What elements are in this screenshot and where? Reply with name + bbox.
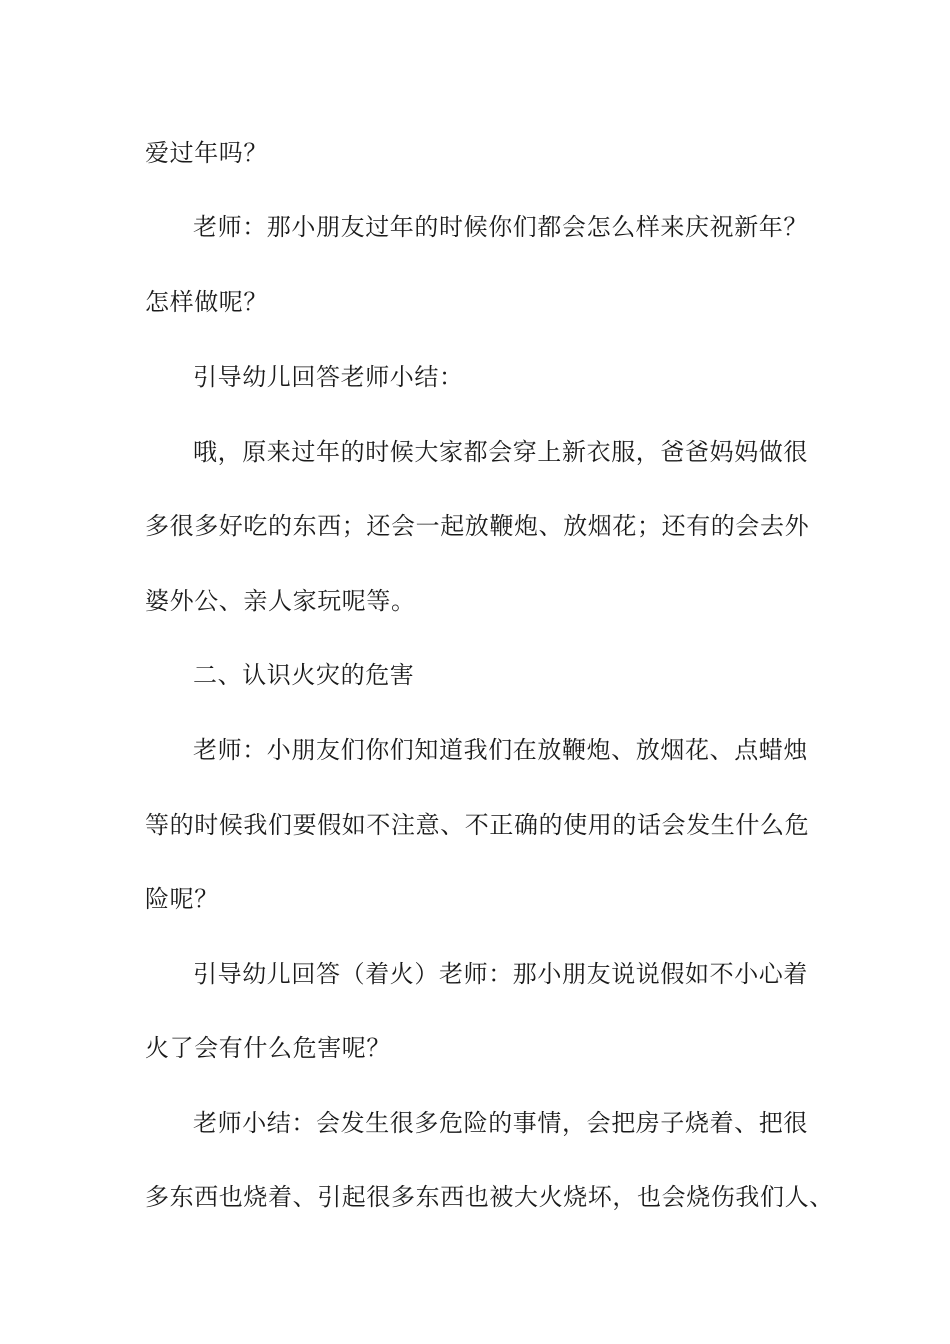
- section-heading: 二、认识火灾的危害: [193, 661, 415, 689]
- text-line: 怎样做呢？: [145, 288, 268, 316]
- text-line: 老师小结：会发生很多危险的事情，会把房子烧着、把很: [193, 1109, 808, 1137]
- text-line: 哦，原来过年的时候大家都会穿上新衣服，爸爸妈妈做很: [193, 438, 808, 466]
- text-line: 引导幼儿回答老师小结：: [193, 363, 464, 391]
- text-line: 婆外公、亲人家玩呢等。: [145, 587, 416, 615]
- text-line: 等的时候我们要假如不注意、不正确的使用的话会发生什么危: [145, 811, 810, 839]
- text-line: 险呢？: [145, 885, 219, 913]
- text-line: 引导幼儿回答（着火）老师：那小朋友说说假如不小心着: [193, 960, 808, 988]
- text-line: 多很多好吃的东西；还会一起放鞭炮、放烟花；还有的会去外: [145, 512, 810, 540]
- text-line: 火了会有什么危害呢？: [145, 1034, 391, 1062]
- text-line: 爱过年吗？: [145, 139, 268, 167]
- text-line: 多东西也烧着、引起很多东西也被大火烧坏，也会烧伤我们人、: [145, 1183, 834, 1211]
- text-line: 老师：那小朋友过年的时候你们都会怎么样来庆祝新年？: [193, 213, 808, 241]
- text-line: 老师：小朋友们你们知道我们在放鞭炮、放烟花、点蜡烛: [193, 736, 808, 764]
